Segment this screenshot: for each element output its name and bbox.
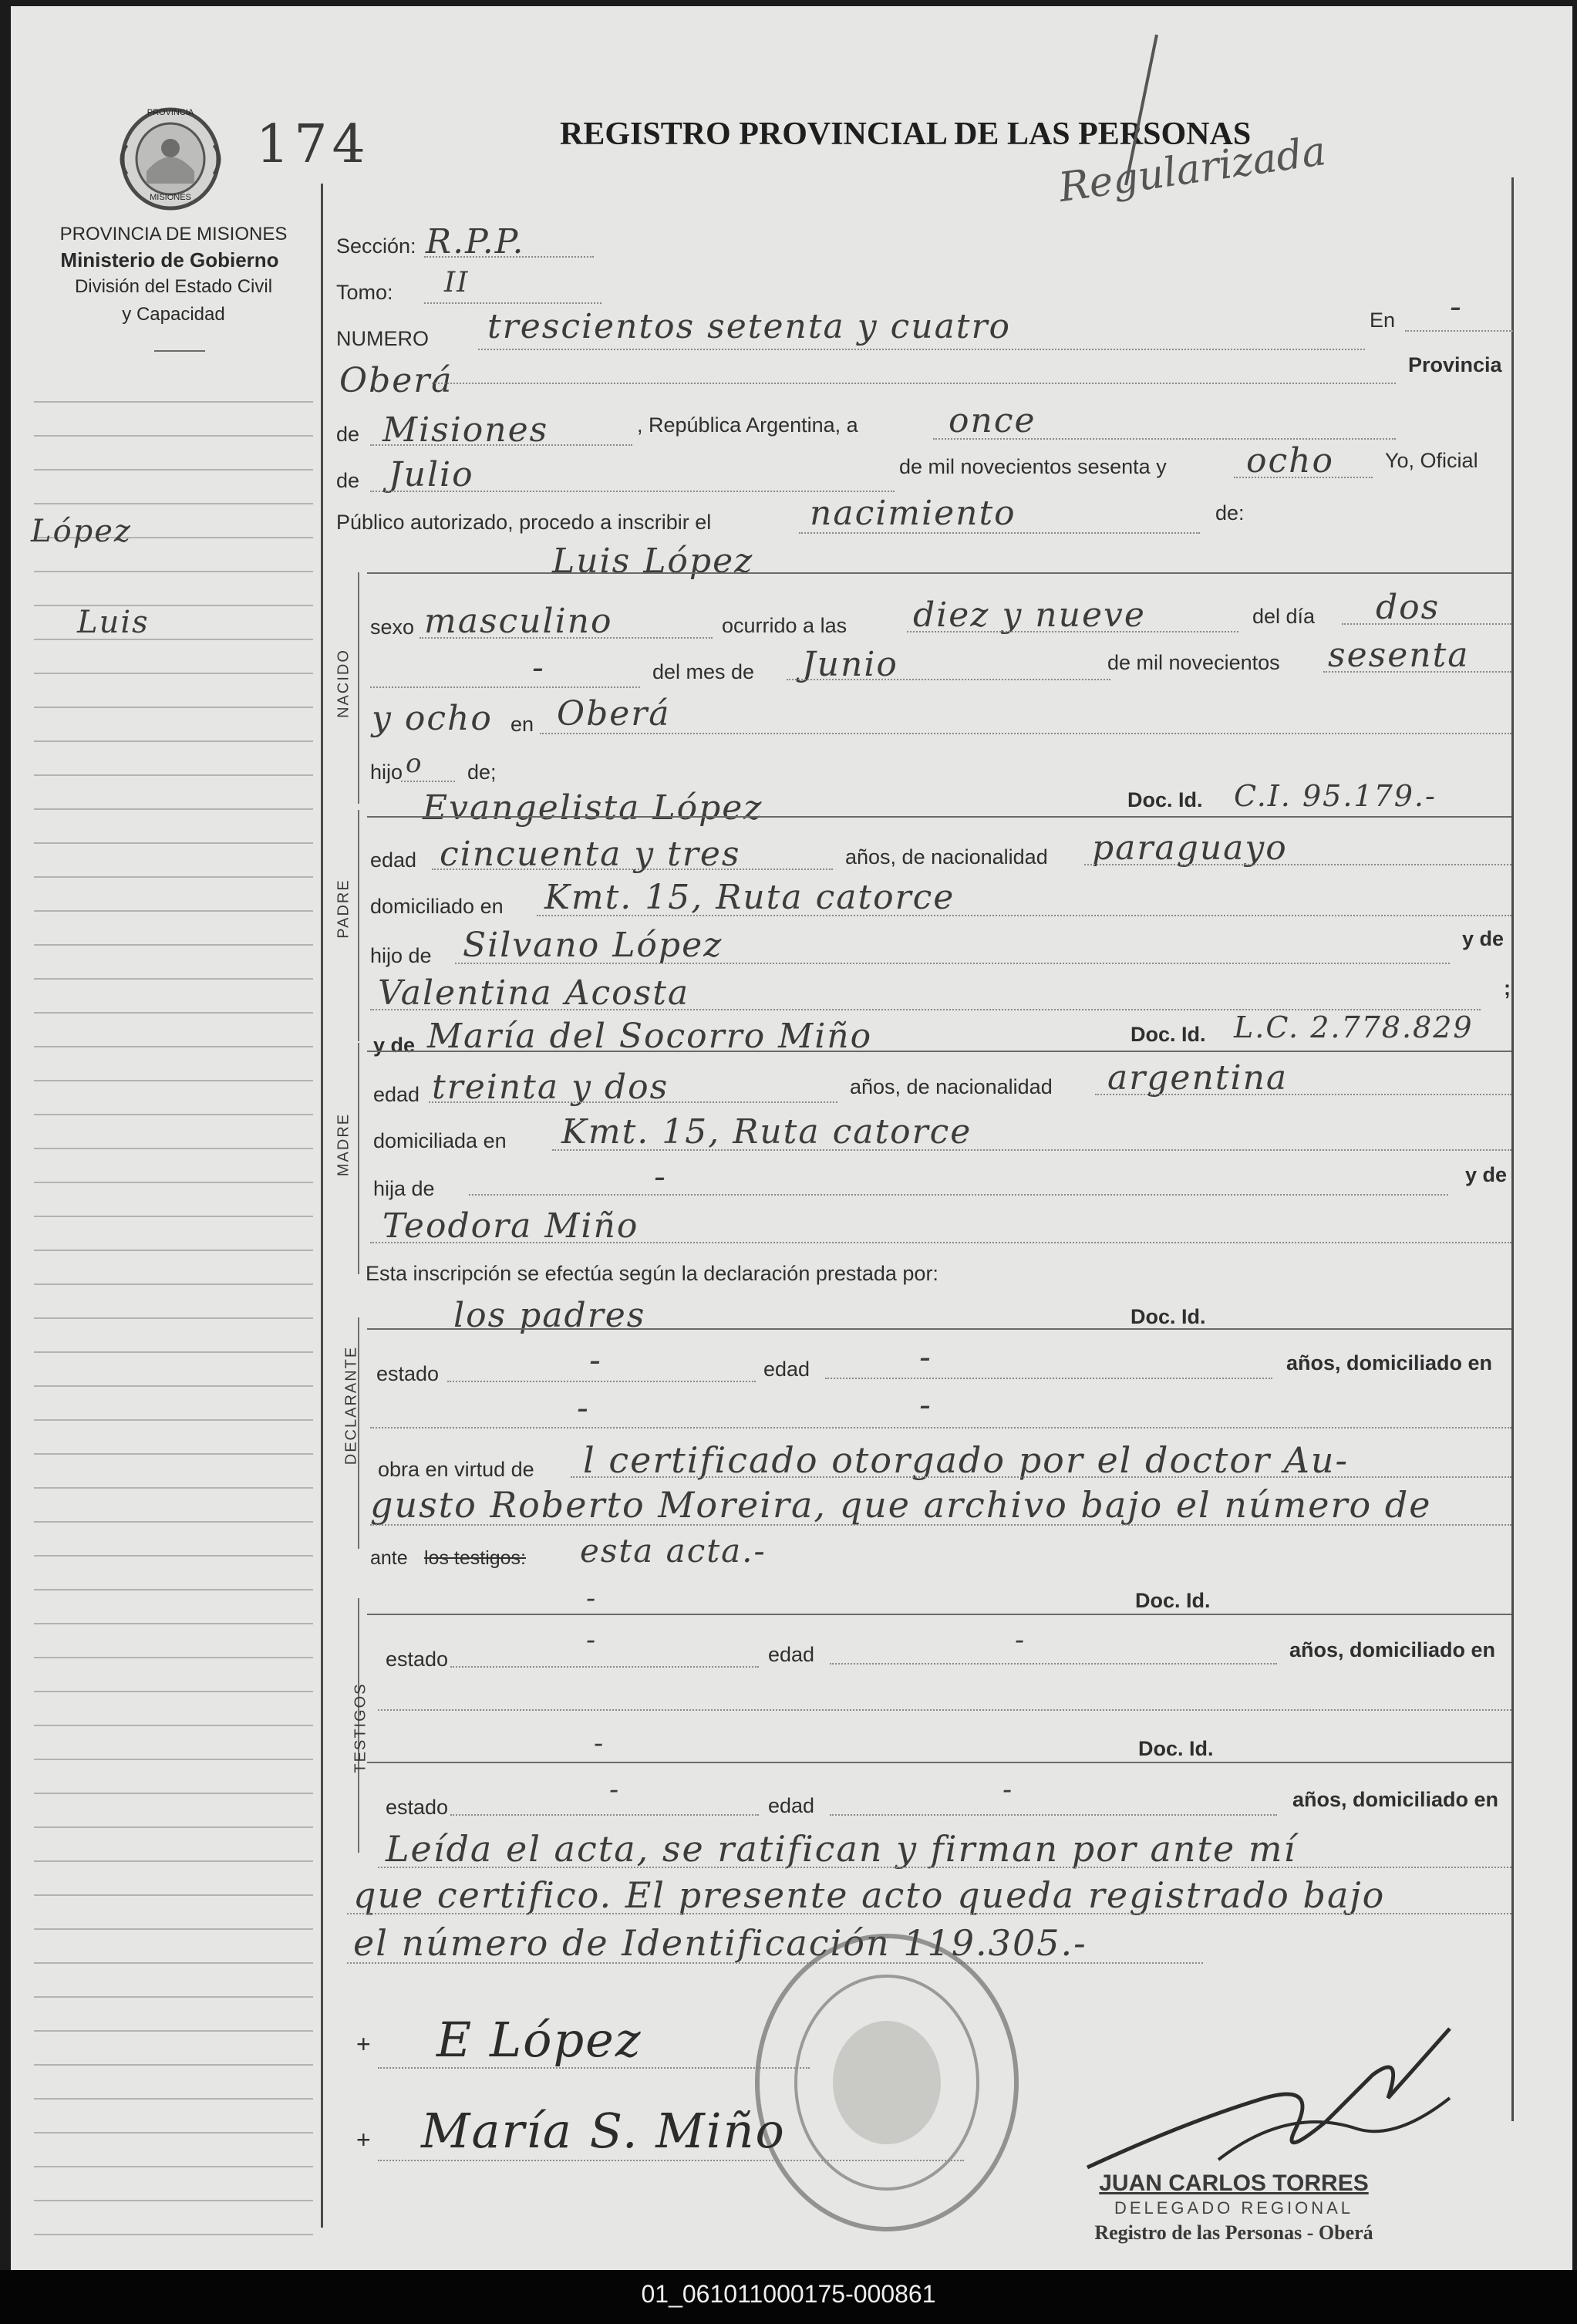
declarante-edad-label: edad <box>763 1358 810 1381</box>
declarante-dash2: - <box>919 1385 932 1425</box>
stamp-stroke-icon <box>1110 31 1172 193</box>
issuer-divider <box>154 350 205 352</box>
cierre-line1: Leída el acta, se ratifican y firman por ante mí <box>386 1828 1297 1870</box>
testigos-struck-label: los testigos: <box>424 1547 527 1569</box>
lugar-value: Oberá <box>339 361 453 400</box>
cierre-dots-2 <box>347 1913 1511 1914</box>
numero-dots <box>478 349 1365 350</box>
seccion-dots <box>424 256 594 258</box>
en-dots <box>1405 330 1513 332</box>
margin-ruled-line <box>34 1283 313 1285</box>
nacido-anio2-value: y ocho <box>372 699 493 738</box>
padre-name-line <box>367 816 1511 818</box>
padre-nac-label: años, de nacionalidad <box>845 845 1048 869</box>
declarante-edad: - <box>919 1337 932 1377</box>
margin-ruled-line <box>34 435 313 437</box>
margin-ruled-line <box>34 1487 313 1489</box>
sexo-label: sexo <box>370 616 415 639</box>
seal-top-text: PROVINCIA <box>147 108 194 117</box>
madre-nac-dots <box>1095 1094 1511 1095</box>
officer-office: Registro de las Personas - Oberá <box>1094 2221 1373 2244</box>
margin-ruled-line <box>34 1148 313 1149</box>
madre-domicilio-label: domiciliada en <box>373 1129 507 1152</box>
margin-ruled-line <box>34 876 313 878</box>
madre-edad-value: treinta y dos <box>432 1068 669 1107</box>
margin-ruled-line <box>34 2064 313 2066</box>
testigo1-edad-label: edad <box>768 1643 815 1666</box>
margin-ruled-line <box>34 2098 313 2100</box>
sexo-dots <box>420 637 713 639</box>
margin-ruled-line <box>34 1182 313 1183</box>
margin-ruled-line <box>34 2166 313 2167</box>
padre-edad-label: edad <box>370 848 417 872</box>
margin-ruled-line <box>34 1046 313 1047</box>
nacido-name-line <box>367 572 1511 574</box>
padre-semicolon: ; <box>1504 976 1511 1000</box>
padre-domicilio-dots <box>537 915 1511 916</box>
nacido-label: NACIDO <box>335 649 352 718</box>
nacido-anio-label: de mil novecientos <box>1107 651 1280 674</box>
testigo2-estado-dots <box>450 1814 759 1816</box>
tomo-dots <box>424 302 601 304</box>
testigo1-line <box>367 1614 1511 1615</box>
madre-madre: Teodora Miño <box>382 1206 639 1246</box>
dia-value: once <box>949 401 1036 440</box>
padre-domicilio-label: domiciliado en <box>370 895 504 918</box>
testigo1-edad: - <box>1015 1624 1026 1656</box>
testigo2-doc-label: Doc. Id. <box>1138 1737 1214 1760</box>
margin-ruled-line <box>34 1623 313 1624</box>
margin-ruled-line <box>34 1080 313 1081</box>
page-title: REGISTRO PROVINCIAL DE LAS PERSONAS <box>560 116 1252 152</box>
de-colon-label: de: <box>1215 501 1245 525</box>
obra-dots-2 <box>370 1524 1511 1526</box>
hijo-de-label: de; <box>467 761 497 784</box>
issuer-division: División del Estado Civil <box>74 276 273 297</box>
declarante-estado-label: estado <box>376 1362 440 1385</box>
declarante-intro: Esta inscripción se efectúa según la declaración prestada por: <box>366 1262 938 1285</box>
testigo2-estado-label: estado <box>386 1796 449 1819</box>
madre-hija-de-label: hija de <box>373 1177 435 1200</box>
testigo2-edad-label: edad <box>768 1794 815 1817</box>
nacido-mes-value: Junio <box>802 645 898 684</box>
testigo2-estado: - <box>609 1774 621 1806</box>
padre-doc-value: C.I. 95.179.- <box>1234 779 1437 813</box>
oficial-label: Yo, Oficial <box>1385 449 1478 472</box>
margin-ruled-line <box>34 1114 313 1115</box>
madre-padre: - <box>654 1157 667 1196</box>
margin-ruled-line <box>34 1860 313 1862</box>
testigo1-dash: - <box>586 1583 598 1614</box>
testigo1-doc-label: Doc. Id. <box>1135 1589 1211 1612</box>
del-dia-label: del día <box>1252 605 1316 628</box>
obra-line3: esta acta.- <box>580 1532 767 1570</box>
nacido-dash-dots <box>370 686 640 688</box>
margin-ruled-line <box>34 1012 313 1014</box>
seal-bottom-text: MISIONES <box>150 193 191 202</box>
padre-nacionalidad: paraguayo <box>1092 828 1288 868</box>
hora-value: diez y nueve <box>913 595 1146 635</box>
testigo2-dash: - <box>594 1728 605 1759</box>
margin-ruled-line <box>34 2030 313 2032</box>
regularizada-stamp: Regularizada <box>1056 128 1329 211</box>
officer-name: JUAN CARLOS TORRES <box>1099 2171 1369 2196</box>
margin-ruled-line <box>34 2200 313 2201</box>
officer-title: DELEGADO REGIONAL <box>1114 2198 1354 2218</box>
padre-domicilio: Kmt. 15, Ruta catorce <box>544 878 955 917</box>
firma2-mark: + <box>356 2126 371 2154</box>
testigo1-estado: - <box>586 1624 598 1656</box>
margin-ruled-line <box>34 1759 313 1760</box>
nacido-anio1-dots <box>1323 671 1511 673</box>
nacido-dia-dots <box>1342 623 1511 625</box>
province-seal <box>116 100 225 214</box>
sexo-value: masculino <box>424 602 613 641</box>
testigo2-domicilio-label: años, domiciliado en <box>1292 1788 1499 1811</box>
declarante-nombre: los padres <box>453 1296 646 1335</box>
issuer-ministry: Ministerio de Gobierno <box>60 248 279 272</box>
margin-ruled-line <box>34 842 313 844</box>
de-label-2: de <box>336 469 360 492</box>
madre-y-de-label: y de <box>373 1034 416 1057</box>
mes-value: Julio <box>389 455 474 494</box>
publico-label: Público autorizado, procedo a inscribir el <box>336 511 712 534</box>
numero-label: NUMERO <box>336 327 429 350</box>
margin-ruled-line <box>34 1928 313 1930</box>
nacido-anio1-value: sesenta <box>1328 636 1470 675</box>
margin-ruled-line <box>34 1351 313 1353</box>
lugar-dots <box>432 383 1396 384</box>
hijo-dots <box>401 781 455 782</box>
nacido-lugar-dots <box>540 733 1511 734</box>
declarante-edad-dots <box>825 1378 1272 1379</box>
mes-label: del mes de <box>652 660 755 683</box>
nacido-mes-dots <box>787 679 1110 680</box>
testigos-label: TESTIGOS <box>352 1682 369 1773</box>
madre-madre-dots <box>370 1242 1511 1243</box>
testigo1-blank-dots <box>378 1709 1511 1711</box>
en-label: En <box>1370 309 1396 332</box>
margin-ruled-line <box>34 1725 313 1726</box>
testigo1-edad-dots <box>830 1663 1277 1665</box>
padre-padre: Silvano López <box>463 926 723 965</box>
margin-ruled-line <box>34 1589 313 1590</box>
left-vertical-rule <box>321 184 323 2228</box>
cierre-line2: que certifico. El presente acto queda registrado bajo <box>353 1874 1386 1916</box>
margin-surname: López <box>31 514 132 549</box>
madre-domicilio-dots <box>552 1149 1511 1151</box>
declarante-doc-label: Doc. Id. <box>1131 1305 1206 1328</box>
margin-ruled-line <box>34 673 313 674</box>
margin-ruled-line <box>34 978 313 980</box>
madre-edad-dots <box>429 1101 837 1103</box>
madre-domicilio: Kmt. 15, Ruta catorce <box>561 1112 972 1152</box>
declarante-name-line <box>367 1328 1511 1330</box>
margin-ruled-line <box>34 1385 313 1387</box>
margin-name: Luis <box>77 605 150 640</box>
declarante-domicilio-label: años, domiciliado en <box>1286 1351 1493 1374</box>
cierre-line3: el número de Identificación 119.305.- <box>353 1922 1087 1964</box>
margin-ruled-line <box>34 2234 313 2235</box>
margin-ruled-line <box>34 1317 313 1319</box>
padre-bracket <box>358 810 359 1041</box>
margin-ruled-line <box>34 1996 313 1998</box>
anio-label: de mil novecientos sesenta y <box>899 455 1167 478</box>
margin-ruled-line <box>34 1216 313 1217</box>
madre-bracket <box>358 1043 359 1274</box>
hijo-suffix: o <box>406 748 423 779</box>
margin-ruled-line <box>34 1521 313 1523</box>
seccion-label: Sección: <box>336 234 416 258</box>
testigo1-domicilio-label: años, domiciliado en <box>1289 1638 1496 1661</box>
margin-ruled-line <box>34 639 313 640</box>
cierre-dots-1 <box>378 1867 1511 1868</box>
margin-ruled-line <box>34 1250 313 1251</box>
record-number: 174 <box>256 114 370 175</box>
obra-dots-1 <box>571 1476 1511 1478</box>
margin-ruled-line <box>34 707 313 708</box>
margin-ruled-line <box>34 774 313 776</box>
registry-round-stamp <box>748 1928 1026 2237</box>
firma1-mark: + <box>356 2030 371 2058</box>
madre-padre-dots <box>469 1194 1448 1196</box>
madre-label: MADRE <box>335 1112 352 1177</box>
declarante-dash1: - <box>577 1388 590 1428</box>
nacido-bracket <box>358 572 359 804</box>
testigo2-line <box>367 1762 1511 1763</box>
margin-ruled-line <box>34 1555 313 1557</box>
ocurrido-label: ocurrido a las <box>722 614 847 637</box>
acto-dots <box>799 532 1200 534</box>
ante-label: ante <box>370 1547 408 1569</box>
madre-nombre: María del Socorro Miño <box>427 1017 873 1056</box>
obra-label: obra en virtud de <box>378 1458 534 1481</box>
testigo1-estado-label: estado <box>386 1648 449 1671</box>
nacido-nombre: Luis López <box>552 541 754 581</box>
obra-line1: l certificado otorgado por el doctor Au- <box>583 1439 1350 1481</box>
margin-ruled-line <box>34 571 313 572</box>
provincia-dots <box>370 444 632 446</box>
padre-edad-dots <box>432 869 833 870</box>
de-label: de <box>336 423 360 446</box>
margin-ruled-line <box>34 1453 313 1455</box>
margin-ruled-line <box>34 910 313 912</box>
margin-ruled-line <box>34 740 313 742</box>
padre-doc-label: Doc. Id. <box>1127 788 1203 811</box>
margin-ruled-line <box>34 808 313 810</box>
republica-label: , República Argentina, a <box>637 413 858 437</box>
margin-ruled-line <box>34 1894 313 1896</box>
officer-signature-icon <box>1064 2005 1465 2191</box>
firma2: María S. Miño <box>421 2103 786 2159</box>
nacido-lugar-value: Oberá <box>557 694 671 734</box>
nacido-en-label: en <box>511 713 534 736</box>
footer-id: 01_061011000175-000861 <box>641 2280 936 2308</box>
margin-ruled-line <box>34 2132 313 2133</box>
issuer-province: PROVINCIA DE MISIONES <box>59 224 288 245</box>
declarante-label: DECLARANTE <box>342 1345 360 1466</box>
padre-edad-value: cincuenta y tres <box>440 835 741 874</box>
seccion-value: R.P.P. <box>426 222 525 261</box>
declarante-blank-dots <box>370 1427 1511 1428</box>
margin-ruled-line <box>34 944 313 946</box>
provincia-value: Misiones <box>382 410 549 450</box>
padre-hijo-de-label: hijo de <box>370 944 432 967</box>
margin-ruled-line <box>34 469 313 471</box>
padre-y-de-label: y de <box>1462 927 1505 950</box>
testigo2-edad: - <box>1002 1774 1014 1806</box>
nacido-dash: - <box>532 648 545 687</box>
numero-value: trescientos setenta y cuatro <box>487 307 1012 346</box>
margin-ruled-line <box>34 1419 313 1421</box>
margin-ruled-line <box>34 401 313 403</box>
tomo-label: Tomo: <box>336 281 393 304</box>
margin-ruled-line <box>34 1826 313 1828</box>
firma1: E López <box>436 2012 642 2068</box>
issuer-capacity: y Capacidad <box>122 304 225 325</box>
margin-ruled-line <box>34 1691 313 1692</box>
dia-dots <box>933 438 1396 440</box>
declarante-estado-dots <box>447 1381 756 1382</box>
padre-nombre: Evangelista López <box>423 788 763 828</box>
en-value: - <box>1450 287 1463 326</box>
declarante-estado: - <box>589 1341 602 1380</box>
right-vertical-rule <box>1511 177 1514 2121</box>
madre-edad-label: edad <box>373 1083 420 1106</box>
anio-value: ocho <box>1246 441 1334 481</box>
padre-madre: Valentina Acosta <box>378 973 690 1013</box>
mes-dots <box>370 491 895 492</box>
madre-y-de-label-2: y de <box>1465 1163 1508 1186</box>
margin-ruled-line <box>34 1657 313 1658</box>
padre-padre-dots <box>455 963 1450 964</box>
hijo-label: hijo <box>370 761 403 784</box>
padre-label: PADRE <box>335 879 352 939</box>
margin-ruled-line <box>34 1962 313 1964</box>
madre-nacionalidad: argentina <box>1107 1058 1289 1098</box>
margin-ruled-line <box>34 503 313 504</box>
madre-doc-value: L.C. 2.778.829 <box>1234 1010 1474 1044</box>
madre-doc-label: Doc. Id. <box>1131 1023 1206 1046</box>
margin-ruled-line <box>34 1793 313 1794</box>
firma2-dots <box>378 2160 964 2161</box>
madre-nac-label: años, de nacionalidad <box>850 1075 1053 1098</box>
tomo-value: II <box>444 267 470 299</box>
firma1-dots <box>378 2067 810 2069</box>
testigo1-estado-dots <box>450 1666 759 1668</box>
provincia-label: Provincia <box>1408 353 1502 376</box>
testigo2-edad-dots <box>830 1814 1277 1816</box>
hora-dots <box>907 631 1238 632</box>
nacido-dia-value: dos <box>1376 588 1441 627</box>
obra-line2: gusto Roberto Moreira, que archivo bajo el número de <box>370 1484 1432 1526</box>
margin-ruled-line <box>34 605 313 606</box>
acto-value: nacimiento <box>810 494 1016 533</box>
anio-dots <box>1234 477 1373 478</box>
padre-nac-dots <box>1084 864 1511 865</box>
madre-name-line <box>367 1051 1511 1052</box>
